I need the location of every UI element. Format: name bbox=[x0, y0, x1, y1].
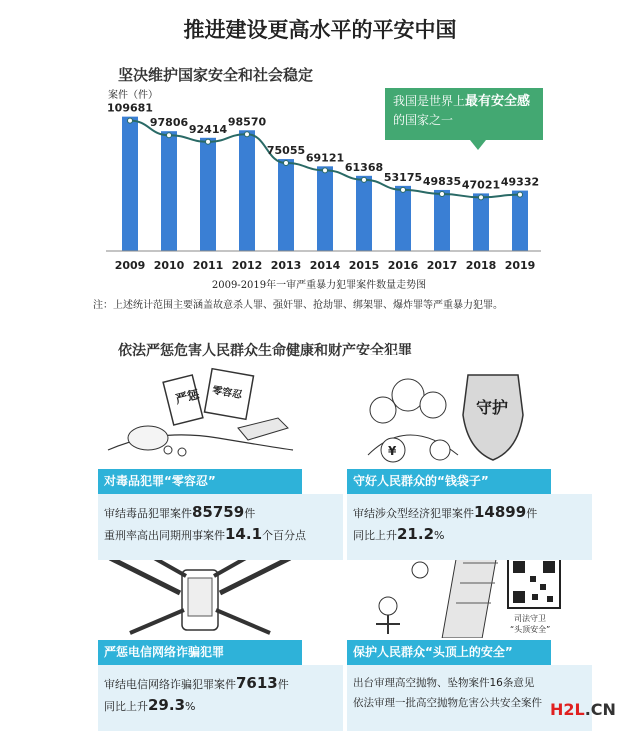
bar-2012 bbox=[239, 130, 255, 251]
card-stat: 7613 bbox=[236, 674, 278, 692]
callout-text-post: 的国家之一 bbox=[393, 113, 454, 127]
x-tick-2016: 2016 bbox=[387, 259, 419, 272]
value-label-2015: 61368 bbox=[344, 160, 384, 174]
card-header: 严惩电信网络诈骗犯罪 bbox=[98, 640, 302, 665]
trend-point-2018 bbox=[479, 195, 484, 200]
card-text: 同比上升 bbox=[353, 529, 397, 542]
trend-point-2010 bbox=[167, 133, 172, 138]
card-text: 审结毒品犯罪案件 bbox=[104, 507, 192, 520]
shield-text: 守护 bbox=[476, 398, 509, 417]
person-icon bbox=[420, 392, 446, 418]
person-icon bbox=[392, 379, 424, 411]
money-bag-icon bbox=[430, 440, 450, 460]
x-tick-2013: 2013 bbox=[270, 259, 302, 272]
card-body bbox=[98, 665, 343, 731]
x-tick-2011: 2011 bbox=[192, 259, 224, 272]
x-tick-2015: 2015 bbox=[348, 259, 380, 272]
trend-point-2013 bbox=[284, 161, 289, 166]
bar-2011 bbox=[200, 138, 216, 251]
hand-icon bbox=[110, 558, 180, 593]
x-tick-2010: 2010 bbox=[153, 259, 185, 272]
trend-point-2016 bbox=[401, 187, 406, 192]
card-header: 守好人民群众的“钱袋子” bbox=[347, 469, 551, 494]
card-stat: 29.3 bbox=[148, 696, 186, 714]
card-body bbox=[347, 665, 592, 731]
shield-icon bbox=[463, 375, 523, 460]
card-unit: 个百分点 bbox=[262, 529, 307, 542]
card-text: 出台审理高空抛物、坠物案件16条意见 bbox=[353, 677, 535, 689]
safety-callout bbox=[385, 88, 543, 140]
chart-note: 注：上述统计范围主要涵盖故意杀人罪、强奸罪、抢劫罪、绑架罪、爆炸罪等严重暴力犯罪。 bbox=[93, 300, 503, 311]
trend-point-2014 bbox=[323, 168, 328, 173]
bar-2017 bbox=[434, 190, 450, 251]
value-label-2009: 109681 bbox=[107, 101, 153, 115]
card-unit: 件 bbox=[526, 507, 538, 520]
bar-2019 bbox=[512, 191, 528, 251]
falling-object-illustration bbox=[348, 548, 598, 638]
card-unit: 件 bbox=[244, 507, 256, 520]
drug-bag-icon bbox=[128, 426, 168, 450]
value-label-2010: 97806 bbox=[149, 116, 189, 130]
trend-point-2011 bbox=[206, 139, 211, 144]
card-drug bbox=[98, 469, 343, 560]
qr-caption-2: “头顶安全” bbox=[510, 625, 551, 634]
trend-point-2019 bbox=[518, 192, 523, 197]
person-icon bbox=[370, 397, 396, 423]
card-text: 审结电信网络诈骗犯罪案件 bbox=[104, 678, 236, 691]
page-title: 推进建设更高水平的平安中国 bbox=[183, 18, 457, 42]
value-label-2016: 53175 bbox=[383, 170, 423, 184]
drug-illustration bbox=[98, 358, 298, 463]
chart-title: 2009-2019年一审严重暴力犯罪案件数量走势图 bbox=[211, 280, 427, 291]
qr-caption-1: 司法守卫 bbox=[514, 614, 546, 623]
person-icon bbox=[379, 597, 397, 615]
card-text: 同比上升 bbox=[104, 700, 148, 713]
card-stat: 21.2 bbox=[397, 525, 435, 543]
bar-2016 bbox=[395, 186, 411, 251]
hand-icon bbox=[220, 558, 290, 593]
card-header: 保护人民群众“头顶上的安全” bbox=[347, 640, 551, 665]
bar-2015 bbox=[356, 176, 372, 251]
card-stat: 14899 bbox=[474, 503, 527, 521]
callout-text-bold: 最有安全感 bbox=[465, 94, 531, 109]
value-label-2012: 98570 bbox=[227, 115, 267, 129]
trend-point-2012 bbox=[245, 132, 250, 137]
value-label-2013: 75055 bbox=[266, 144, 306, 158]
building-icon bbox=[442, 548, 498, 638]
bar-2018 bbox=[473, 193, 489, 251]
card-money bbox=[347, 469, 592, 560]
bar-2010 bbox=[161, 131, 177, 251]
card-stat: 14.1 bbox=[225, 525, 263, 543]
card-unit: 件 bbox=[277, 678, 289, 691]
y-axis-label: 案件（件） bbox=[108, 90, 158, 101]
card-unit: % bbox=[434, 529, 445, 542]
section-title-crime: 依法严惩危害人民群众生命健康和财产安全犯罪 bbox=[118, 343, 412, 359]
money-guard-illustration bbox=[348, 355, 548, 465]
card-header: 对毒品犯罪“零容忍” bbox=[98, 469, 302, 494]
bar-2014 bbox=[317, 166, 333, 251]
bar-2013 bbox=[278, 159, 294, 251]
yuan-symbol: ¥ bbox=[388, 444, 397, 458]
value-label-2018: 47021 bbox=[461, 178, 501, 192]
hammer-icon bbox=[238, 418, 288, 440]
x-tick-2018: 2018 bbox=[465, 259, 497, 272]
x-tick-2017: 2017 bbox=[426, 259, 458, 272]
watermark-main: H2L bbox=[550, 700, 585, 719]
x-tick-2019: 2019 bbox=[504, 259, 536, 272]
card-text: 重刑率高出同期刑事案件 bbox=[104, 529, 225, 542]
x-tick-2012: 2012 bbox=[231, 259, 263, 272]
value-label-2017: 49835 bbox=[422, 174, 462, 188]
card-text: 审结涉众型经济犯罪案件 bbox=[353, 507, 474, 520]
card-body bbox=[98, 494, 343, 560]
sign-text-zero: 零容忍 bbox=[211, 385, 243, 402]
card-body bbox=[347, 494, 592, 560]
hand-icon bbox=[216, 610, 270, 633]
trend-point-2017 bbox=[440, 191, 445, 196]
trend-point-2015 bbox=[362, 177, 367, 182]
card-unit: % bbox=[185, 700, 196, 713]
sign-text-strict: 严惩 bbox=[174, 387, 201, 407]
bar-2009 bbox=[122, 117, 138, 251]
value-label-2019: 49332 bbox=[500, 175, 540, 189]
card-telecom bbox=[98, 640, 343, 731]
x-tick-2009: 2009 bbox=[114, 259, 146, 272]
hand-icon bbox=[130, 610, 184, 633]
falling-object-icon bbox=[412, 562, 428, 578]
site-watermark-logo bbox=[550, 700, 616, 719]
x-tick-2014: 2014 bbox=[309, 259, 341, 272]
card-text: 依法审理一批高空抛物危害公共安全案件 bbox=[353, 697, 542, 709]
value-label-2014: 69121 bbox=[305, 151, 345, 165]
value-label-2011: 92414 bbox=[188, 122, 228, 136]
callout-text-pre: 我国是世界上 bbox=[393, 94, 466, 108]
card-stat: 85759 bbox=[192, 503, 245, 521]
telecom-fraud-illustration bbox=[100, 548, 300, 638]
trend-point-2009 bbox=[128, 118, 133, 123]
callout-pointer bbox=[470, 140, 486, 150]
watermark-tail: .CN bbox=[584, 700, 616, 719]
section-title-security: 坚决维护国家安全和社会稳定 bbox=[118, 66, 314, 84]
